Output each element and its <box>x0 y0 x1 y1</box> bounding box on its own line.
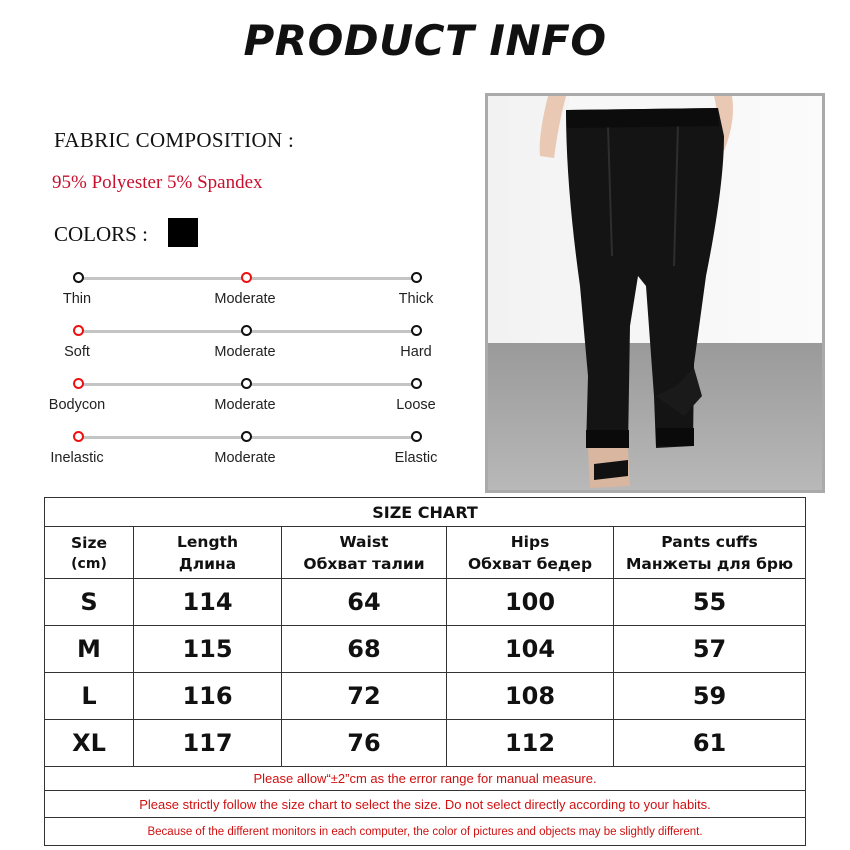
header-waist: Waist Обхват талии <box>282 527 447 579</box>
cell-size: S <box>45 579 134 626</box>
cell-waist: 68 <box>282 626 447 673</box>
scale-label: Moderate <box>214 291 276 307</box>
scale-dot <box>411 272 422 283</box>
cell-waist: 72 <box>282 673 447 720</box>
cell-hips: 108 <box>447 673 614 720</box>
thickness-scale <box>40 272 460 312</box>
cell-size: L <box>45 673 134 720</box>
table-row <box>45 579 806 626</box>
cell-hips: 112 <box>447 720 614 767</box>
scale-label: Bodycon <box>48 397 106 413</box>
table-row <box>45 626 806 673</box>
size-chart-table <box>44 497 806 846</box>
scale-dot <box>411 378 422 389</box>
colors-label: COLORS : <box>54 222 148 246</box>
cell-length: 117 <box>134 720 282 767</box>
note-measurement-error: Please allow“±2”cm as the error range for manual measure. <box>45 767 806 791</box>
scale-dot <box>241 325 252 336</box>
scale-label: Loose <box>396 397 436 413</box>
cell-cuffs: 55 <box>614 579 806 626</box>
cell-hips: 100 <box>447 579 614 626</box>
fabric-composition-value: 95% Polyester 5% Spandex <box>52 172 263 193</box>
trousers-illustration <box>488 96 822 490</box>
header-hips: Hips Обхват бедер <box>447 527 614 579</box>
table-row <box>45 720 806 767</box>
note-color-difference: Because of the different monitors in each computer, the color of pictures and objects may be slightly different. <box>45 818 806 846</box>
scale-label: Moderate <box>214 344 276 360</box>
cell-length: 115 <box>134 626 282 673</box>
cell-length: 114 <box>134 579 282 626</box>
cell-cuffs: 59 <box>614 673 806 720</box>
page-title: PRODUCT INFO <box>243 16 607 65</box>
cell-cuffs: 57 <box>614 626 806 673</box>
table-row <box>45 673 806 720</box>
scale-dot <box>411 325 422 336</box>
note-follow-size-chart: Please strictly follow the size chart to select the size. Do not select directly according to your habits. <box>45 791 806 818</box>
scale-dot <box>411 431 422 442</box>
scale-dot <box>73 272 84 283</box>
scale-dot <box>73 378 84 389</box>
scale-dot <box>73 325 84 336</box>
cell-waist: 64 <box>282 579 447 626</box>
scale-label: Soft <box>64 344 90 360</box>
size-chart-title: SIZE CHART <box>45 498 806 527</box>
header-pants-cuffs: Pants cuffs Манжеты для брю <box>614 527 806 579</box>
header-size: Size (cm) <box>45 527 134 579</box>
scale-label: Thick <box>398 291 434 307</box>
scale-label: Inelastic <box>50 450 104 466</box>
cell-size: XL <box>45 720 134 767</box>
scale-label: Moderate <box>214 450 276 466</box>
softness-scale <box>40 325 460 365</box>
product-photo <box>485 93 825 493</box>
scale-label: Hard <box>400 344 432 360</box>
scale-dot <box>241 272 252 283</box>
scale-label: Elastic <box>394 450 438 466</box>
scale-label: Moderate <box>214 397 276 413</box>
scale-label: Thin <box>62 291 92 307</box>
scale-dot <box>241 378 252 389</box>
scale-dot <box>73 431 84 442</box>
scale-dot <box>241 431 252 442</box>
cell-waist: 76 <box>282 720 447 767</box>
fit-scale <box>40 378 460 418</box>
color-swatch-black[interactable] <box>168 218 198 247</box>
elasticity-scale <box>40 431 460 471</box>
fabric-composition-label: FABRIC COMPOSITION : <box>54 128 295 152</box>
header-length: Length Длина <box>134 527 282 579</box>
cell-size: M <box>45 626 134 673</box>
cell-length: 116 <box>134 673 282 720</box>
cell-cuffs: 61 <box>614 720 806 767</box>
cell-hips: 104 <box>447 626 614 673</box>
